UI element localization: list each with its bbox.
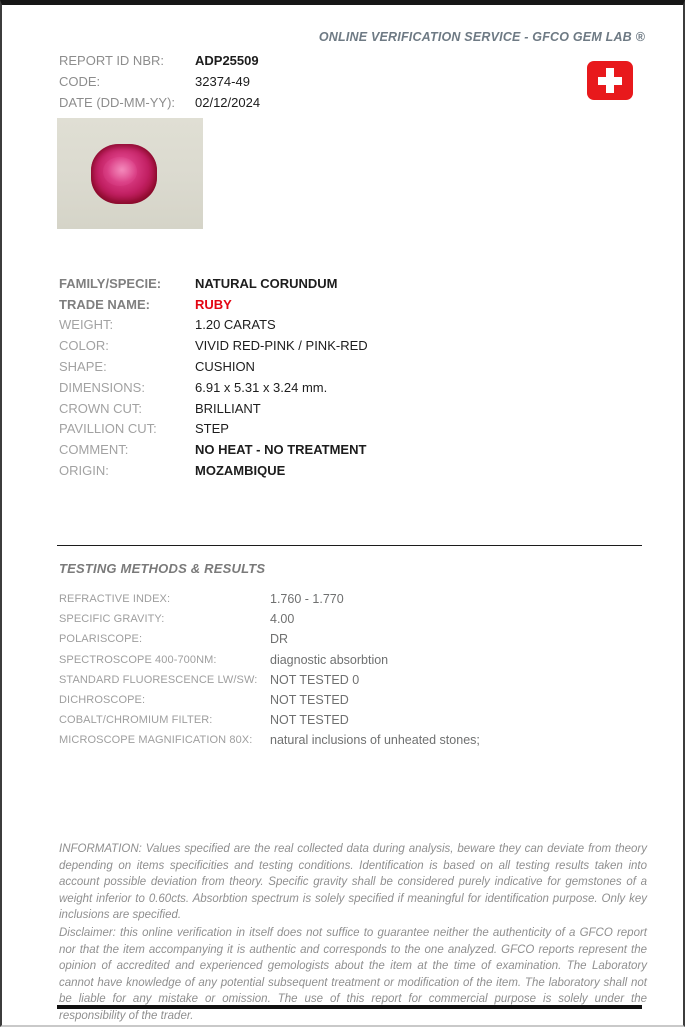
weight-label: WEIGHT: xyxy=(59,317,114,333)
specific-gravity-value: 4.00 xyxy=(270,612,295,627)
polariscope-value: DR xyxy=(270,632,289,647)
testing-section-heading: TESTING METHODS & RESULTS xyxy=(59,561,266,576)
shape-label: SHAPE: xyxy=(59,359,107,375)
fluorescence-value: NOT TESTED 0 xyxy=(270,672,360,687)
dichroscope-value: NOT TESTED xyxy=(270,693,349,708)
report-meta xyxy=(59,50,260,113)
family-value: NATURAL CORUNDUM xyxy=(195,275,338,291)
refractive-index-label: REFRACTIVE INDEX: xyxy=(59,593,171,606)
disclaimer-paragraph: Disclaimer: this online verification in itself does not suffice to guarantee neither the authenticity of a GFCO report nor that the item accompanying it is authentic and corresponds to the one analyzed. GFCO reports represent the opinion of accredited and experienced gemologists about the item at the time of examination. The Laboratory cannot have knowledge of any potential subsequent treatment or modification of the item. The laboratory shall not be liable for any mistake or omission. The use of this report for commercial purpose is solely under the responsibility of the trader. xyxy=(59,927,647,1022)
microscope-value: natural inclusions of unheated stones; xyxy=(270,733,480,748)
color-value: VIVID RED-PINK / PINK-RED xyxy=(195,338,368,354)
section-divider-line xyxy=(57,545,642,546)
dichroscope-label: DICHROSCOPE: xyxy=(59,694,146,707)
dimensions-label: DIMENSIONS: xyxy=(59,379,145,395)
polariscope-label: POLARISCOPE: xyxy=(59,633,143,646)
spectroscope-value: diagnostic absorbtion xyxy=(270,652,389,667)
origin-value: MOZAMBIQUE xyxy=(195,463,286,479)
family-label: FAMILY/SPECIE: xyxy=(59,275,162,291)
report-id-label: REPORT ID NBR: xyxy=(59,53,164,68)
origin-label: ORIGIN: xyxy=(59,463,109,479)
cobalt-filter-label: COBALT/CHROMIUM FILTER: xyxy=(59,714,213,727)
code-value: 32374-49 xyxy=(195,74,250,89)
swiss-cross-horizontal xyxy=(598,77,622,85)
crown-cut-label: CROWN CUT: xyxy=(59,400,143,416)
code-label: CODE: xyxy=(59,74,101,89)
fluorescence-label: STANDARD FLUORESCENCE LW/SW: xyxy=(59,673,258,686)
date-value: 02/12/2024 xyxy=(195,95,261,110)
weight-value: 1.20 CARATS xyxy=(195,317,276,333)
date-label: DATE (DD-MM-YY): xyxy=(59,95,176,110)
gemstone-photo xyxy=(57,118,203,229)
dimensions-value: 6.91 x 5.31 x 3.24 mm. xyxy=(195,379,328,395)
testing-section xyxy=(59,589,480,751)
spectroscope-label: SPECTROSCOPE 400-700NM: xyxy=(59,653,217,666)
report-id-value: ADP25509 xyxy=(195,53,259,68)
ruby-cushion-image xyxy=(91,144,157,204)
specific-gravity-label: SPECIFIC GRAVITY: xyxy=(59,613,165,626)
swiss-flag-icon xyxy=(587,61,633,100)
service-title: ONLINE VERIFICATION SERVICE - GFCO GEM LAB ® xyxy=(318,30,645,44)
color-label: COLOR: xyxy=(59,338,109,354)
crown-cut-value: BRILLIANT xyxy=(195,400,261,416)
trade-name-label: TRADE NAME: xyxy=(59,296,150,312)
cobalt-filter-value: NOT TESTED xyxy=(270,713,349,728)
pavillion-cut-value: STEP xyxy=(195,421,229,437)
microscope-label: MICROSCOPE MAGNIFICATION 80X: xyxy=(59,734,253,747)
shape-value: CUSHION xyxy=(195,359,255,375)
bottom-rule-line xyxy=(57,1005,642,1009)
pavillion-cut-label: PAVILLION CUT: xyxy=(59,421,157,437)
comment-value: NO HEAT - NO TREATMENT xyxy=(195,442,367,458)
comment-label: COMMENT: xyxy=(59,442,129,458)
refractive-index-value: 1.760 - 1.770 xyxy=(270,592,344,607)
identity-section xyxy=(59,273,368,481)
trade-name-value: RUBY xyxy=(195,296,232,312)
information-paragraph: INFORMATION: Values specified are the real collected data during analysis, beware they can deviate from theory depending on items specificities and testing conditions. Identification is based on all testing results taken into account possible deviation from theory. Specific gravity shall be considered purely indicative for gemstones of a weight inferior to 0.60cts. Absorbtion spectrum is solely specified if meaningful for identification purpose. Only key inclusions are specified. xyxy=(59,843,647,922)
